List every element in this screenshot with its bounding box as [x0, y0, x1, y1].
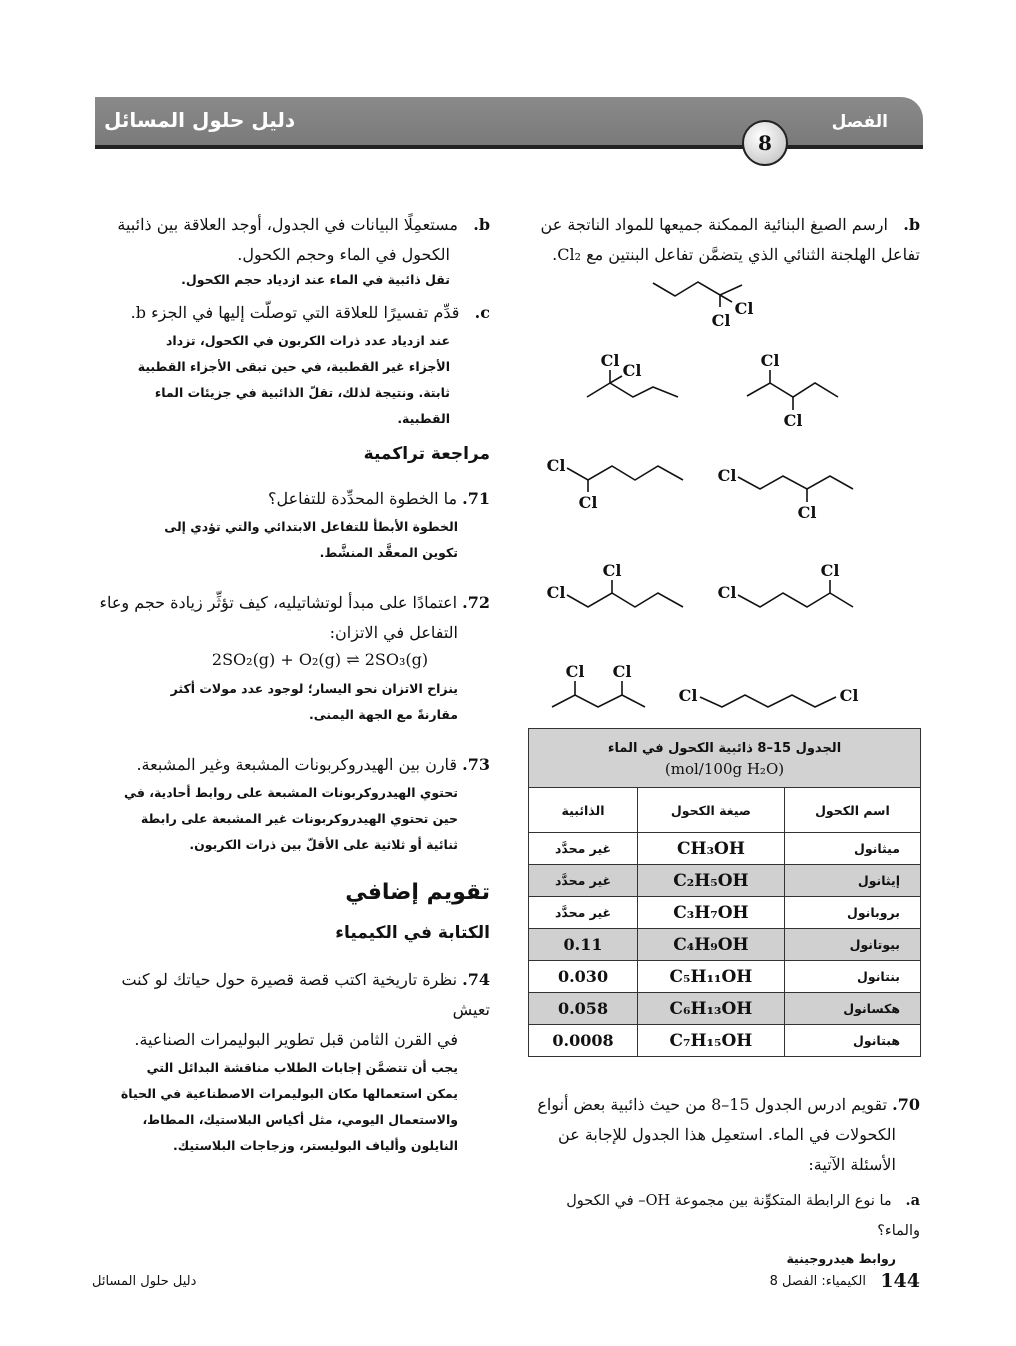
section-heading: مراجعة تراكمية [363, 444, 490, 464]
cl-label: Cl [678, 686, 698, 705]
cl-label: Cl [783, 411, 803, 430]
column-header-solubility: الذائبية [529, 788, 638, 833]
table-title-text: الجدول 15–8 ذائبية الكحول في الماء [607, 741, 842, 756]
solubility-value: 0.058 [529, 993, 638, 1025]
molecule-1-3-dichloropentane [738, 476, 853, 489]
cl-label: Cl [711, 311, 731, 330]
question-text: ما نوع الرابطة المتكوِّنة بين مجموعة OH– في الكحول والماء؟ [566, 1193, 920, 1239]
column-header-formula: صيغة الكحول [638, 788, 785, 833]
chapter-label: الفصل [831, 112, 888, 132]
answer-line: مقارنةً مع الجهة اليمنى. [308, 707, 458, 722]
item-letter: b. [473, 215, 490, 234]
answer-text: روابط هيدروجينية [786, 1251, 896, 1266]
alcohol-formula: C₇H₁₅OH [638, 1025, 785, 1057]
answer-line: تحتوي الهيدروكربونات المشبعة على روابط أحادية، في [124, 785, 458, 800]
answer-line: ثابتة. ونتيجة لذلك، تقلّ الذائبية في جزيئات الماء [154, 385, 450, 400]
cl-label: Cl [717, 466, 737, 485]
molecule-1-1-dichloropentane [567, 466, 683, 480]
question-text: ارسم الصيغ البنائية الممكنة جميعها للمواد الناتجة عن [540, 215, 888, 234]
question-text: تفاعل الهلجنة الثنائي الذي يتضمَّن تفاعل البنتين مع Cl₂. [552, 245, 920, 264]
answer-line: والاستعمال اليومي، مثل أكياس البلاستيك، المطاط، [142, 1112, 458, 1127]
question-text: نظرة تاريخية اكتب قصة قصيرة حول حياتك لو كنت تعيش [121, 970, 490, 1019]
column-header-name: اسم الكحول [784, 788, 920, 833]
alcohol-formula: C₃H₇OH [638, 897, 785, 929]
cl-label: Cl [602, 561, 622, 580]
alcohol-name: بنتانول [784, 961, 920, 993]
question-text: الأسئلة الآتية: [808, 1155, 896, 1174]
cl-label: Cl [546, 456, 566, 475]
cl-label: Cl [622, 361, 642, 380]
chapter-number-badge: 8 [742, 120, 788, 166]
cl-label: Cl [600, 351, 620, 370]
alcohol-solubility-table [528, 728, 921, 1057]
alcohol-name: هكسانول [784, 993, 920, 1025]
question-text: في القرن الثامن قبل تطوير البوليمرات الصناعية. [134, 1030, 458, 1049]
answer-text [90, 328, 490, 432]
alcohol-name: بيوتانول [784, 929, 920, 961]
alcohol-formula: C₂H₅OH [638, 865, 785, 897]
equilibrium-equation: 2SO₂(g) + O₂(g) ⇌ 2SO₃(g) [211, 650, 429, 669]
question-number: 70. [892, 1095, 920, 1114]
cl-label: Cl [612, 662, 632, 681]
answer-line: القطبية. [397, 411, 450, 426]
alcohol-name: بروبانول [784, 897, 920, 929]
question-text: الكحولات في الماء. استعمِل هذا الجدول للإجابة عن [558, 1125, 896, 1144]
question-text: اعتمادًا على مبدأ لوتشاتيليه، كيف تؤثِّر زيادة حجم وعاء [99, 593, 458, 612]
answer-text: تقل ذائبية في الماء عند ازدياد حجم الكحول. [181, 272, 450, 287]
question-number: 71. [462, 489, 490, 508]
table-title [529, 729, 921, 788]
left-column [90, 210, 490, 1159]
table-row [529, 865, 921, 897]
cl-label: Cl [797, 503, 817, 522]
answer-line: ينزاح الاتزان نحو اليسار؛ لوجود عدد مولات أكثر [170, 681, 458, 696]
question-number: 72. [462, 593, 490, 612]
cl-label: Cl [565, 662, 585, 681]
question-text: قدِّم تفسيرًا للعلاقة التي توصلّت إليها في الجزء b. [130, 303, 460, 322]
answer-line: يمكن استعمالها مكان البوليمرات الاصطناعية في الحياة [120, 1086, 458, 1101]
solubility-value: غير محدَّد [529, 865, 638, 897]
solubility-value: 0.11 [529, 929, 638, 961]
molecule-1-4-dichloropentane [738, 593, 853, 607]
question-text: ما الخطوة المحدِّدة للتفاعل؟ [268, 489, 458, 508]
question-70 [520, 1090, 920, 1272]
solubility-value: 0.0008 [529, 1025, 638, 1057]
answer-line: الخطوة الأبطأ للتفاعل الابتدائي والتي تؤدي إلى [164, 519, 458, 534]
answer-line: تكوين المعقَّد المنشَّط. [319, 545, 458, 560]
table-row [529, 929, 921, 961]
molecule-2-2-dichloropentane-b [587, 383, 678, 397]
cl-label: Cl [839, 686, 859, 705]
cl-label: Cl [546, 583, 566, 602]
question-text: مستعمِلًا البيانات في الجدول، أوجد العلاقة بين ذائبية [117, 215, 458, 234]
table-unit: (mol/100g H₂O) [664, 760, 785, 778]
solubility-value: غير محدَّد [529, 897, 638, 929]
cl-label: Cl [760, 351, 780, 370]
cl-label: Cl [717, 583, 737, 602]
molecule-1-5-dichloropentane [700, 695, 836, 707]
question-text: التفاعل في الاتزان: [329, 623, 458, 642]
table-row [529, 961, 921, 993]
answer-line: ثنائية أو ثلاثية على الأقلّ بين ذرات الكربون. [189, 837, 458, 852]
item-letter: b. [903, 215, 920, 234]
alcohol-name: إيثانول [784, 865, 920, 897]
table-row [529, 833, 921, 865]
alcohol-name: هبتانول [784, 1025, 920, 1057]
answer-line: حين تحتوي الهيدروكربونات غير المشبعة على رابطة [140, 811, 458, 826]
cl-label: Cl [578, 493, 598, 512]
molecule-2-4-dichloropentane [552, 695, 645, 707]
alcohol-formula: C₄H₉OH [638, 929, 785, 961]
answer-line: النايلون وألياف البوليستر، وزجاجات البلاستيك. [173, 1138, 458, 1153]
molecule-2-3-dichloropentane [747, 383, 838, 397]
question-text: قارن بين الهيدروكربونات المشبعة وغير المشبعة. [136, 755, 458, 774]
question-text: تقويم ادرس الجدول 15–8 من حيث ذائبية بعض أنواع [537, 1095, 888, 1114]
alcohol-name: ميثانول [784, 833, 920, 865]
solubility-value: غير محدَّد [529, 833, 638, 865]
molecule-1-2-dichloropentane [567, 593, 683, 607]
solubility-value: 0.030 [529, 961, 638, 993]
section-heading: تقويم إضافي [345, 880, 490, 905]
page-number: 144 [880, 1270, 920, 1292]
footer-guide-title: دليل حلول المسائل [92, 1274, 197, 1289]
question-text: الكحول في الماء وحجم الكحول. [237, 245, 450, 264]
answer-line: عند ازدياد عدد ذرات الكربون في الكحول، تزداد [166, 333, 450, 348]
table-row [529, 993, 921, 1025]
molecule-2-2-dichloropentane [653, 282, 742, 296]
item-letter: c. [474, 303, 490, 322]
alcohol-formula: C₅H₁₁OH [638, 961, 785, 993]
table-row [529, 897, 921, 929]
header-title: دليل حلول المسائل [104, 108, 296, 132]
alcohol-formula: C₆H₁₃OH [638, 993, 785, 1025]
footer-chapter-ref: الكيمياء: الفصل 8 [769, 1274, 866, 1289]
cl-label: Cl [820, 561, 840, 580]
cl-label: Cl [734, 299, 754, 318]
subsection-heading: الكتابة في الكيمياء [335, 923, 490, 943]
question-number: 73. [462, 755, 490, 774]
answer-line: يجب أن تتضمَّن إجابات الطلاب مناقشة البدائل التي [146, 1060, 458, 1075]
table-row [529, 1025, 921, 1057]
answer-line: الأجزاء غير القطبية، في حين تبقى الأجزاء القطبية [137, 359, 450, 374]
question-number: 74. [462, 970, 490, 989]
alcohol-formula: CH₃OH [638, 833, 785, 865]
item-letter: a. [905, 1192, 920, 1209]
